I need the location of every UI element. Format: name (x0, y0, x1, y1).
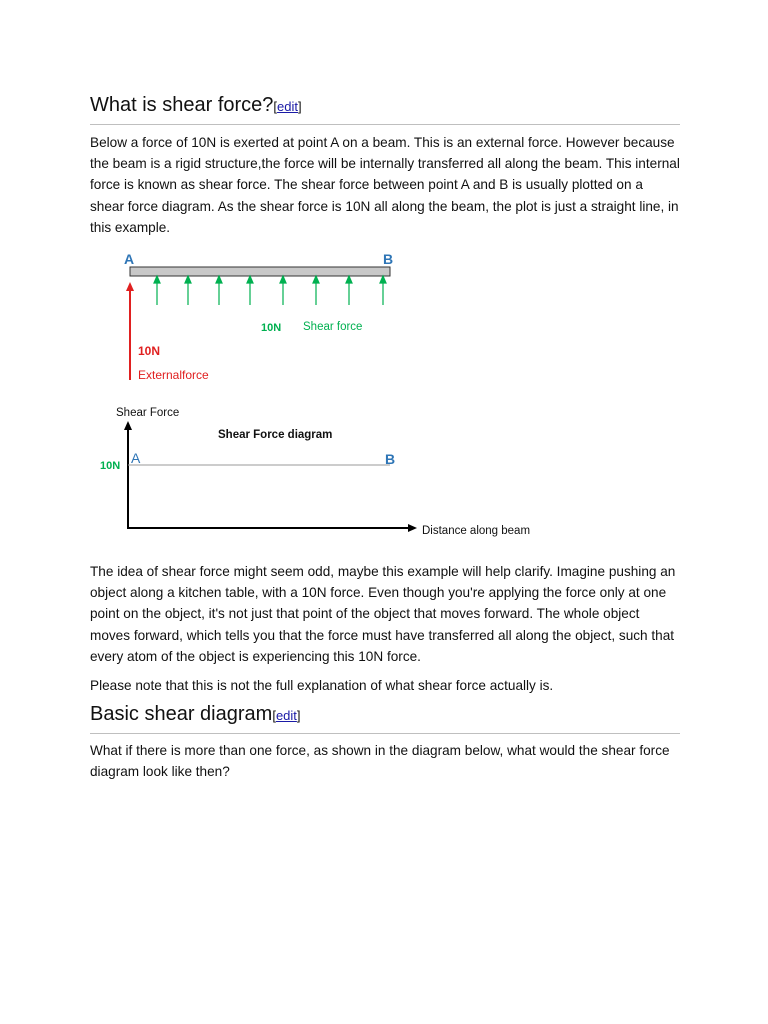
heading-text: Basic shear diagram (90, 703, 273, 725)
edit-link-group: [edit] (272, 708, 301, 723)
x-axis-arrowhead (408, 524, 417, 532)
paragraph-multiple-forces: What if there is more than one force, as shown in the diagram below, what would the shear force diagram look like then? (90, 743, 670, 780)
shear-value-label: 10N (261, 322, 282, 334)
diagram-point-b-label: B (385, 451, 396, 467)
external-value-label: 10N (138, 344, 161, 358)
shear-force-arrows (154, 276, 386, 305)
y-axis-label: Shear Force (116, 407, 180, 419)
beam (130, 267, 390, 276)
edit-link-group: [edit] (273, 99, 302, 114)
external-force-label: Externalforce (138, 368, 209, 382)
paragraph-clarify: The idea of shear force might seem odd, maybe this example will help clarify. Imagine pushing an object along a kitchen table, with a 10N force. Even though you're applying the force only at one point on the object, it's not just that point of the object that moves forward. The whole object moves forward, which tells you that the force must have transferred all along the object, such that every atom of the object is experiencing this 10N force. (90, 564, 676, 664)
y-axis-arrowhead (124, 421, 132, 430)
heading-text: What is shear force? (90, 94, 274, 116)
section-heading-shear-force (90, 92, 680, 125)
shear-value-axis-label: 10N (100, 460, 121, 472)
edit-link[interactable]: edit (275, 708, 297, 723)
point-a-label: A (124, 251, 135, 267)
edit-link[interactable]: edit (277, 99, 299, 114)
shear-force-label: Shear force (303, 321, 363, 333)
external-force-arrow (126, 282, 134, 380)
shear-force-diagram (0, 400, 768, 550)
diagram-point-a-label: A (131, 450, 141, 466)
section-heading-basic-shear-diagram (90, 701, 680, 734)
diagram-title: Shear Force diagram (218, 429, 333, 441)
paragraph-intro: Below a force of 10N is exerted at point A on a beam. This is an external force. However because the beam is a rigid structure,the force will be internally transferred all along the beam. This internal force is known as shear force. The shear force between point A and B is usually plotted on a shear force diagram. As the shear force is 10N all along the beam, the plot is just a straight line, in this example. (90, 135, 680, 235)
x-axis-label: Distance along beam (422, 525, 531, 537)
beam-figure (0, 245, 768, 395)
point-b-label: B (383, 251, 394, 267)
paragraph-note: Please note that this is not the full explanation of what shear force actually is. (90, 678, 554, 693)
